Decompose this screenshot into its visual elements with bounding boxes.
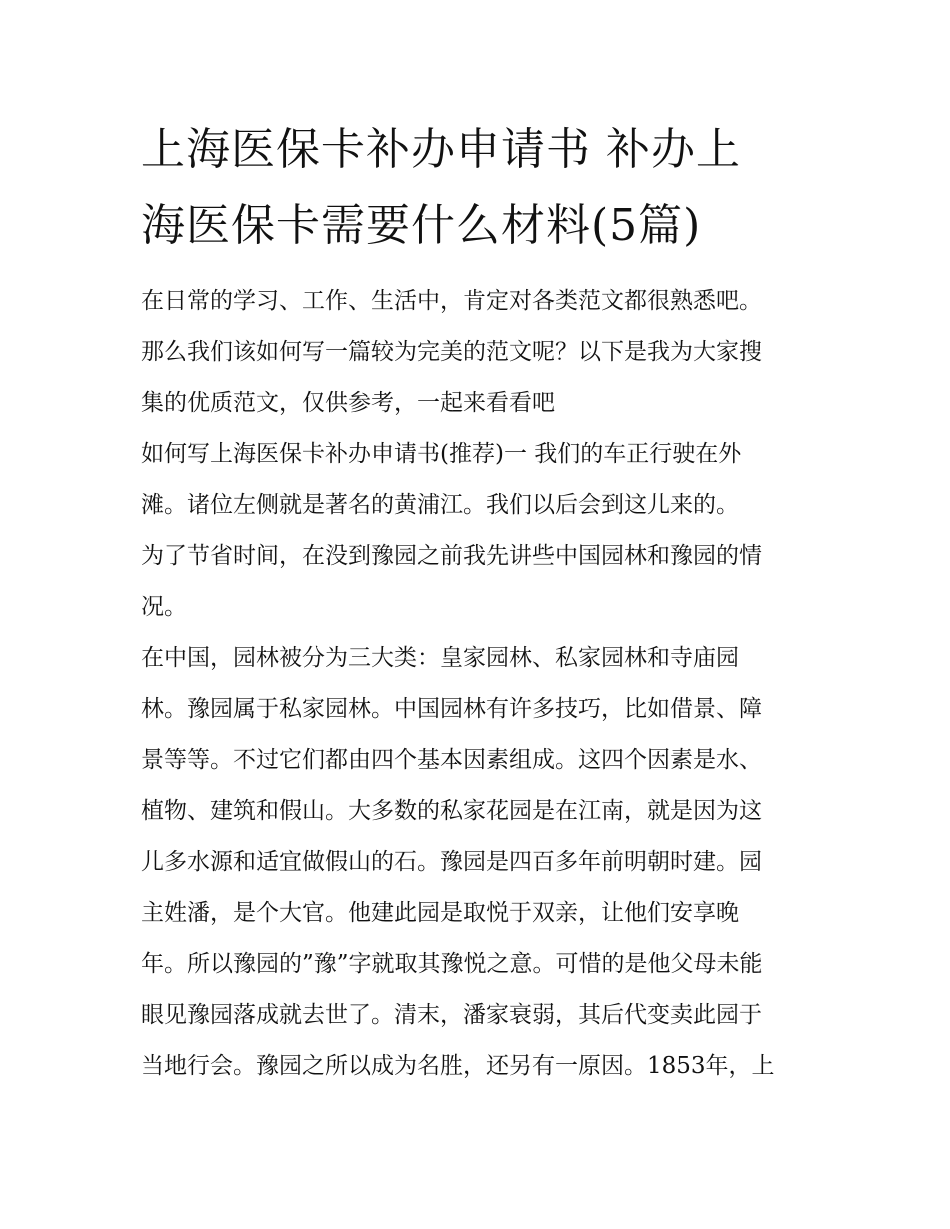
body-line: 集的优质范文，仅供参考，一起来看看吧: [141, 390, 555, 416]
title-line: 海医保卡需要什么材料(5篇): [141, 200, 702, 251]
body-line: 林。豫园属于私家园林。中国园林有许多技巧，比如借景、障: [141, 696, 762, 722]
body-line: 眼见豫园落成就去世了。清末，潘家衰弱，其后代变卖此园于: [141, 1002, 762, 1028]
body-line: 如何写上海医保卡补办申请书(推荐)一 我们的车正行驶在外: [141, 441, 742, 467]
body-line: 那么我们该如何写一篇较为完美的范文呢？以下是我为大家搜: [141, 339, 762, 365]
body-line: 景等等。不过它们都由四个基本因素组成。这四个因素是水、: [141, 747, 762, 773]
body-line: 在中国，园林被分为三大类：皇家园林、私家园林和寺庙园: [141, 645, 739, 671]
body-line: 况。: [141, 594, 187, 620]
body-line: 儿多水源和适宜做假山的石。豫园是四百多年前明朝时建。园: [141, 849, 762, 875]
body-line: 主姓潘，是个大官。他建此园是取悦于双亲，让他们安享晚: [141, 900, 739, 926]
body-line: 当地行会。豫园之所以成为名胜，还另有一原因。1853年，上: [141, 1053, 775, 1079]
document-title: [141, 112, 821, 264]
body-line: 年。所以豫园的”豫”字就取其豫悦之意。可惜的是他父母未能: [141, 951, 763, 977]
body-line: 为了节省时间，在没到豫园之前我先讲些中国园林和豫园的情: [141, 543, 762, 569]
title-line: 上海医保卡补办申请书 补办上: [141, 124, 741, 175]
body-line: 滩。诸位左侧就是著名的黄浦江。我们以后会到这儿来的。: [141, 492, 739, 518]
document-body: [141, 276, 831, 1092]
body-line: 在日常的学习、工作、生活中，肯定对各类范文都很熟悉吧。: [141, 288, 762, 314]
body-line: 植物、建筑和假山。大多数的私家花园是在江南，就是因为这: [141, 798, 762, 824]
